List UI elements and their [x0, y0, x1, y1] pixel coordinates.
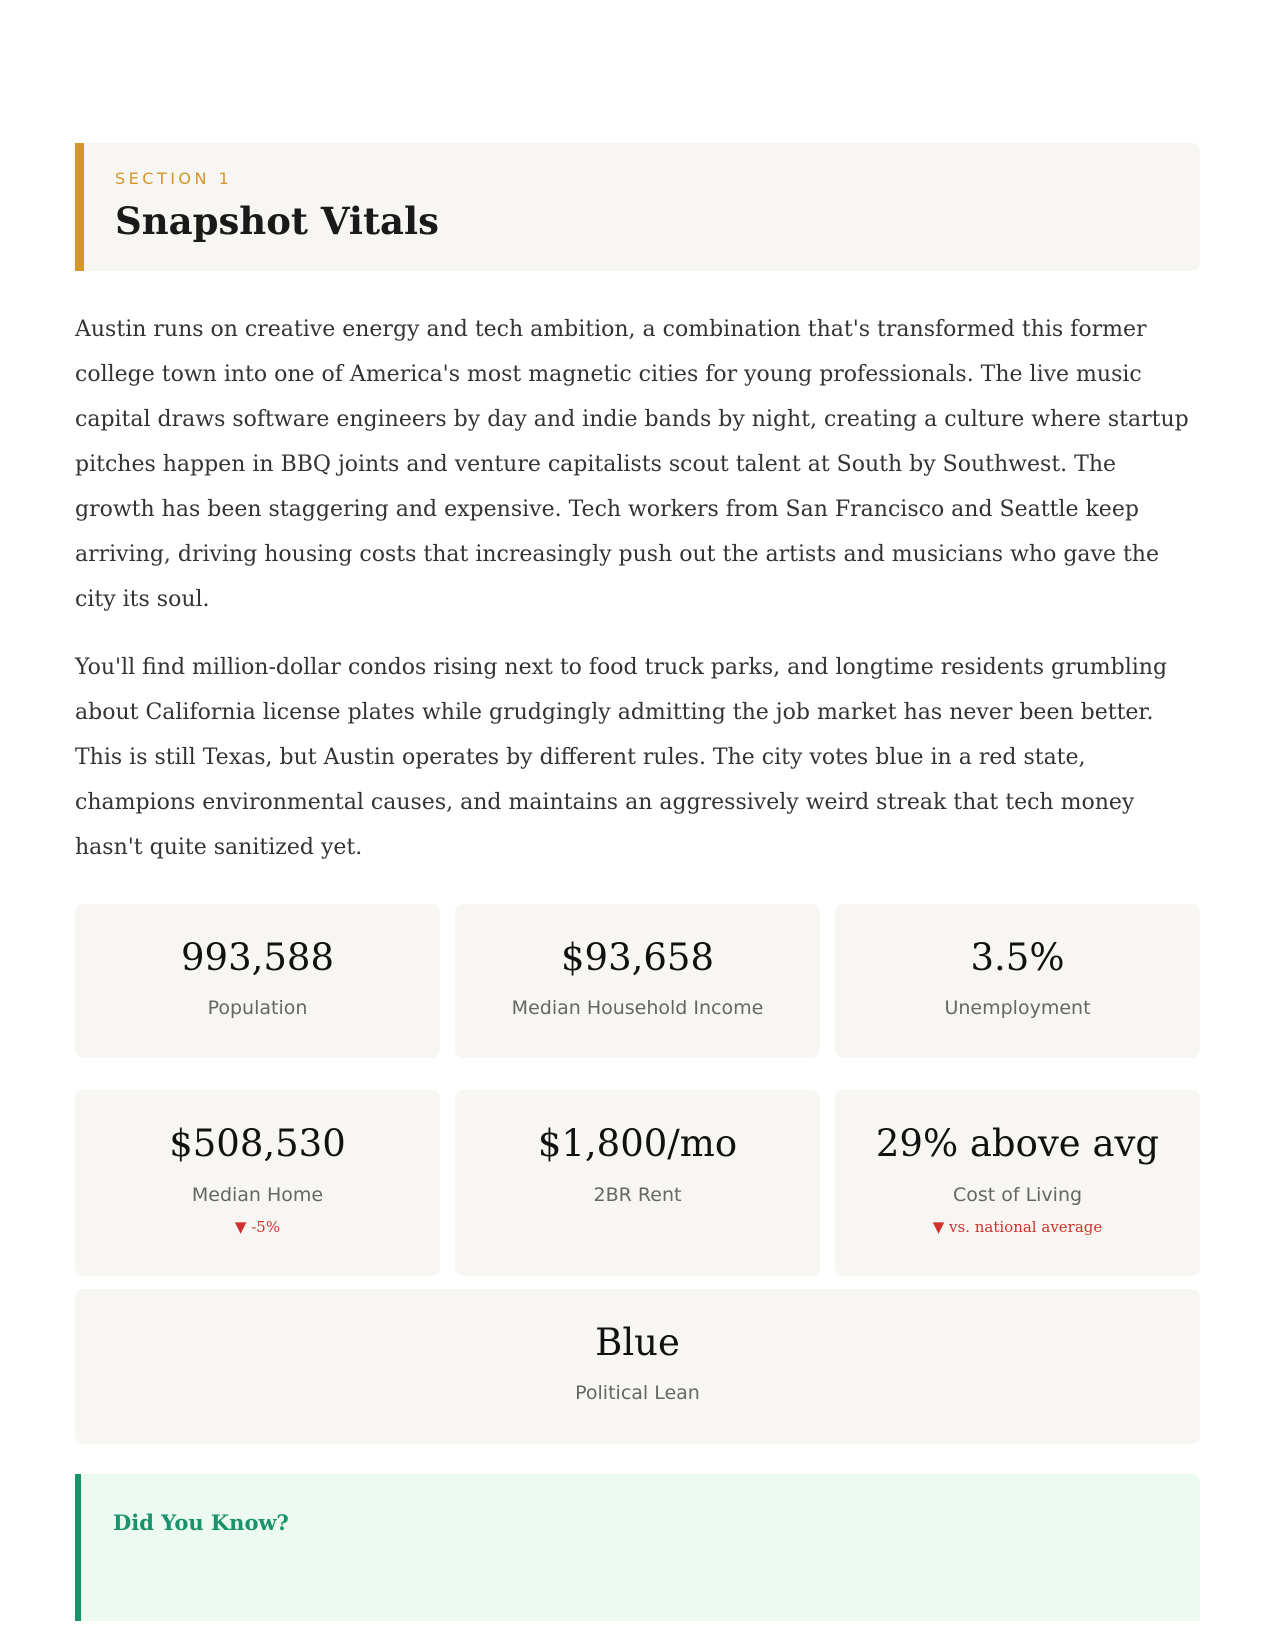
stat-value: $508,530 [169, 1122, 346, 1165]
stats-row-1 [75, 904, 1200, 1058]
stat-value: 993,588 [180, 936, 334, 979]
stat-value: $93,658 [560, 936, 714, 979]
stat-label: Median Home [191, 1183, 324, 1206]
stat-delta-negative: ▼ vs. national average [932, 1218, 1103, 1237]
intro-paragraph: Austin runs on creative energy and tech ambition, a combination that's transformed this former college town into one of America's most magnetic cities for young professionals. The live music capital draws software engineers by day and indie bands by night, creating a culture where startup pitches happen in BBQ joints and venture capitalists scout talent at South by Southwest. The growth has been staggering and expensive. Tech workers from San Francisco and Seattle keep arriving, driving housing costs that increasingly push out the artists and musicians who gave the city its soul. [75, 317, 1189, 612]
did-you-know-callout [75, 1474, 1200, 1621]
stat-card-median-home [75, 1090, 440, 1276]
stat-card-political-lean [75, 1289, 1200, 1444]
stat-card-rent [455, 1090, 820, 1276]
stat-label: 2BR Rent [593, 1183, 682, 1206]
section-label: SECTION 1 [115, 169, 233, 188]
stat-card-unemployment [835, 904, 1200, 1058]
section-header [75, 143, 1200, 271]
stat-value: 3.5% [970, 936, 1065, 979]
stat-delta-negative: ▼ -5% [234, 1218, 281, 1237]
stat-card-population [75, 904, 440, 1058]
stat-card-cost-of-living [835, 1090, 1200, 1276]
did-you-know-title: Did You Know? [113, 1510, 289, 1535]
page-content [75, 143, 1200, 1621]
stat-label: Cost of Living [952, 1183, 1083, 1206]
stat-label: Political Lean [575, 1381, 700, 1404]
stats-row-2 [75, 1090, 1200, 1276]
stat-value: Blue [595, 1321, 680, 1364]
stat-label: Median Household Income [511, 996, 764, 1019]
stat-value: $1,800/mo [537, 1122, 738, 1165]
stat-card-income [455, 904, 820, 1058]
stat-label: Unemployment [944, 996, 1091, 1019]
body-paragraph: You'll find million-dollar condos rising next to food truck parks, and longtime residents grumbling about California license plates while grudgingly admitting the job market has never been better. This is still Texas, but Austin operates by different rules. The city votes blue in a red state, champions environmental causes, and maintains an aggressively weird streak that tech money hasn't quite sanitized yet. [75, 655, 1168, 860]
stat-label: Population [207, 996, 308, 1019]
stat-value: 29% above avg [875, 1122, 1160, 1165]
section-title: Snapshot Vitals [115, 199, 439, 243]
